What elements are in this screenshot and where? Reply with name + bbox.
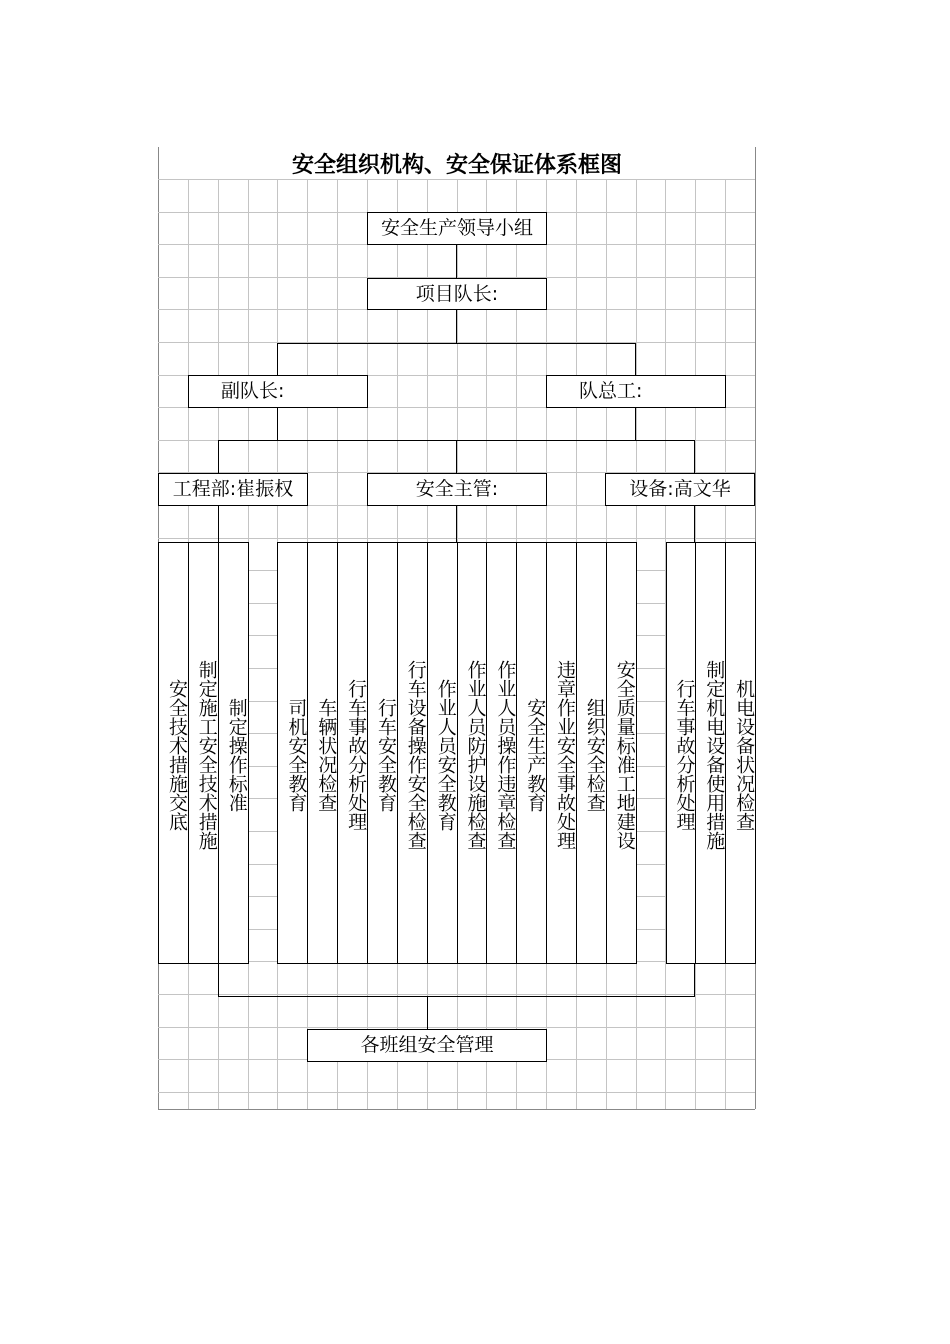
diagram-title: 安全组织机构、安全保证体系框图 bbox=[159, 147, 755, 179]
duty-column: 机电设备状况检查 bbox=[725, 542, 756, 964]
team-safety-box: 各班组安全管理 bbox=[307, 1029, 547, 1062]
project-leader-box: 项目队长: bbox=[367, 278, 547, 310]
duty-column: 安全技术措施交底 bbox=[158, 542, 189, 964]
engineering-dept-box: 工程部:崔振权 bbox=[158, 473, 308, 506]
duty-column: 作业人员安全教育 bbox=[427, 542, 458, 964]
connector-line bbox=[427, 996, 428, 1030]
connector-line bbox=[694, 963, 695, 996]
duty-column: 行车安全教育 bbox=[367, 542, 398, 964]
connector-line bbox=[277, 343, 278, 376]
duty-column: 安全生产教育 bbox=[516, 542, 547, 964]
duty-column: 司机安全教育 bbox=[277, 542, 308, 964]
connector-line bbox=[456, 309, 457, 343]
duty-column: 安全质量标准工地建设 bbox=[606, 542, 637, 964]
duty-column: 车辆状况检查 bbox=[307, 542, 338, 964]
duty-column: 作业人员操作违章检查 bbox=[486, 542, 517, 964]
equipment-box: 设备:高文华 bbox=[605, 473, 755, 506]
duty-column: 作业人员防护设施检查 bbox=[457, 542, 488, 964]
connector-line bbox=[694, 505, 695, 543]
connector-line bbox=[635, 343, 636, 376]
duty-column: 制定施工安全技术措施 bbox=[188, 542, 219, 964]
duty-column: 行车事故分析处理 bbox=[666, 542, 697, 964]
leading-group-box: 安全生产领导小组 bbox=[367, 212, 547, 245]
connector-line bbox=[218, 996, 695, 997]
duty-column: 制定机电设备使用措施 bbox=[695, 542, 726, 964]
duty-column: 行车事故分析处理 bbox=[337, 542, 368, 964]
duty-column: 违章作业安全事故处理 bbox=[546, 542, 577, 964]
connector-line bbox=[218, 440, 219, 474]
connector-line bbox=[456, 505, 457, 543]
connector-line bbox=[456, 244, 457, 279]
safety-supervisor-box: 安全主管: bbox=[367, 473, 547, 506]
connector-line bbox=[277, 343, 636, 344]
connector-line bbox=[277, 407, 278, 440]
connector-line bbox=[456, 440, 457, 474]
duty-column: 制定操作标准 bbox=[218, 542, 249, 964]
deputy-leader-box: 副队长: bbox=[188, 375, 368, 408]
connector-line bbox=[218, 963, 219, 996]
connector-line bbox=[694, 440, 695, 474]
connector-line bbox=[635, 407, 636, 440]
duty-column: 行车设备操作安全检查 bbox=[397, 542, 428, 964]
chief-engineer-box: 队总工: bbox=[546, 375, 726, 408]
connector-line bbox=[218, 505, 219, 543]
duty-column: 组织安全检查 bbox=[576, 542, 607, 964]
